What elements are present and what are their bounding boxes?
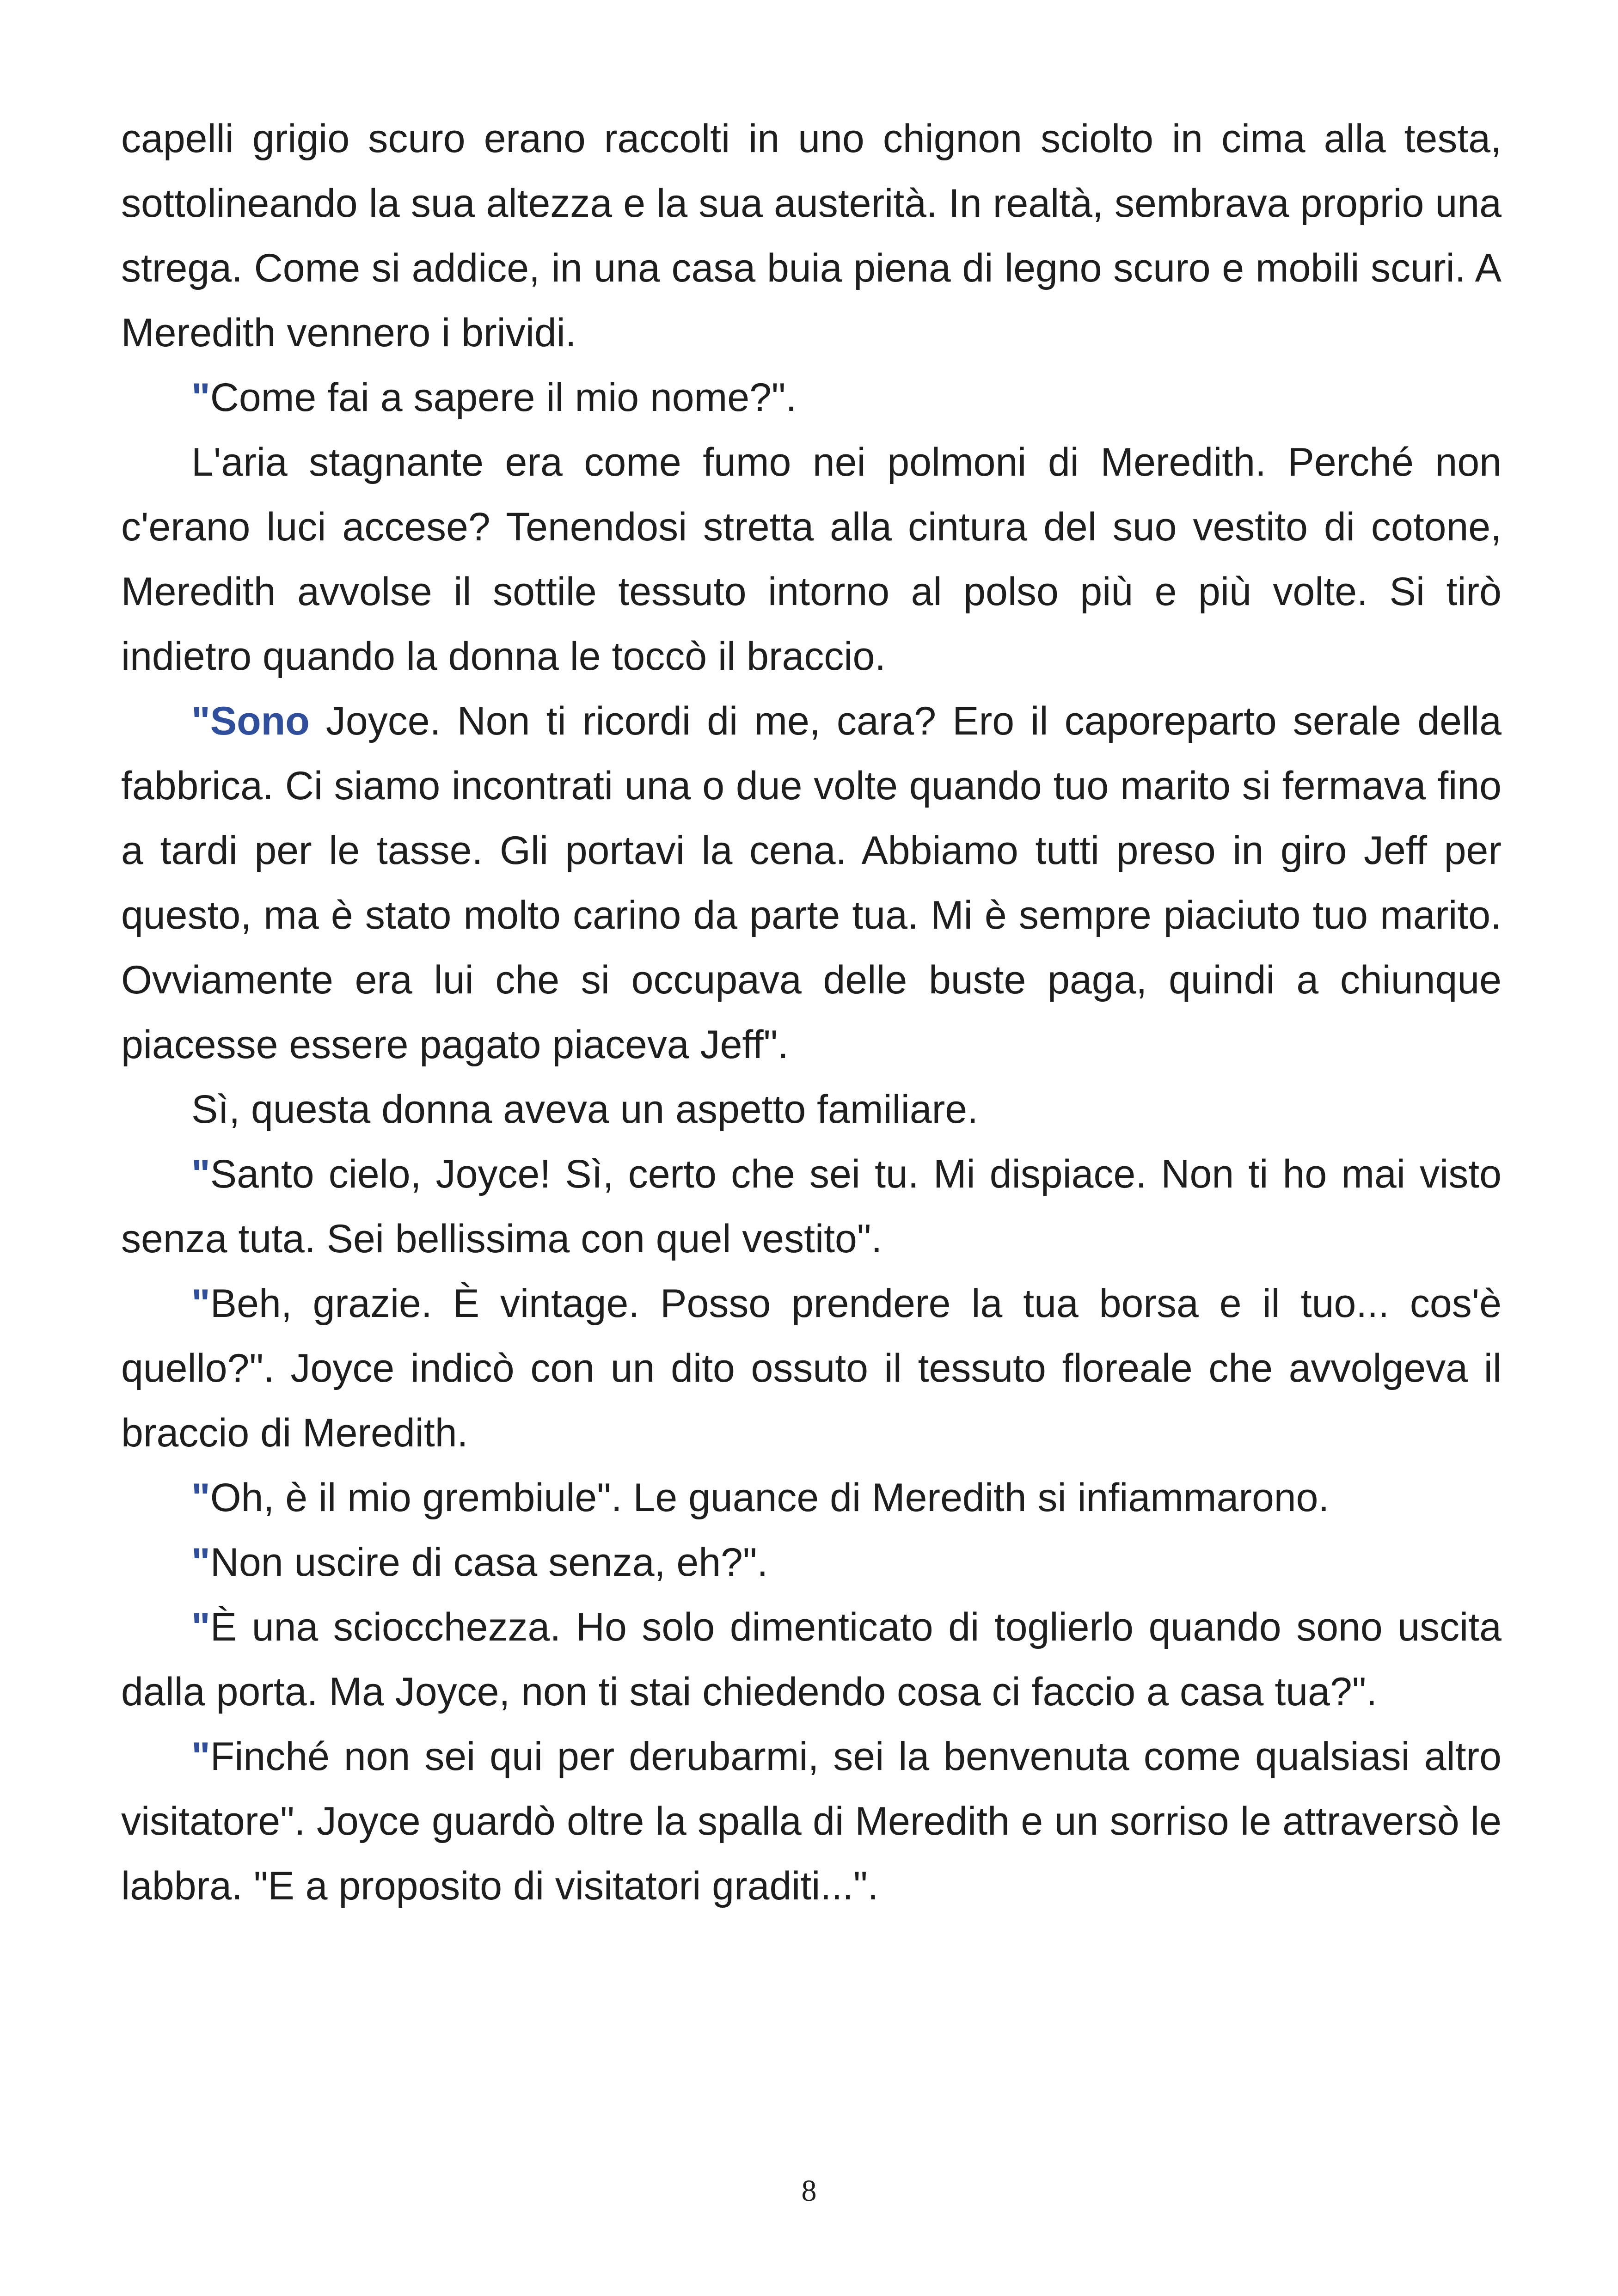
paragraph-3-text: L'aria stagnante era come fumo nei polmoni di Meredith. Perché non c'erano luci accese? Tenendosi stretta alla cintura del suo vestito di cotone, Meredith avvolse il sottile tessuto intorno al polso più e più volte. Si tirò indietro quando la donna le toccò il braccio. — [121, 440, 1502, 679]
body-text — [121, 106, 1502, 1918]
paragraph-11-text: Finché non sei qui per derubarmi, sei la benvenuta come qualsiasi altro visitatore". Joyce guardò oltre la spalla di Meredith e un sorriso le attraversò le labbra. "E a proposito di visitatori graditi...". — [121, 1734, 1502, 1908]
paragraph-2-lead: " — [191, 375, 210, 420]
paragraph-8-lead: " — [191, 1476, 210, 1520]
paragraph-8 — [121, 1465, 1502, 1530]
paragraph-10 — [121, 1595, 1502, 1724]
paragraph-8-text: Oh, è il mio grembiule". Le guance di Meredith si infiammarono. — [210, 1476, 1330, 1520]
paragraph-2 — [121, 365, 1502, 430]
paragraph-9 — [121, 1530, 1502, 1595]
paragraph-6-lead: " — [191, 1152, 210, 1196]
paragraph-7 — [121, 1271, 1502, 1465]
paragraph-4-text: Joyce. Non ti ricordi di me, cara? Ero il caporeparto serale della fabbrica. Ci siamo incontrati una o due volte quando tuo marito si fermava fino a tardi per le tasse. Gli portavi la cena. Abbiamo tutti preso in giro Jeff per questo, ma è stato molto carino da parte tua. Mi è sempre piaciuto tuo marito. Ovviamente era lui che si occupava delle buste paga, quindi a chiunque piacesse essere pagato piaceva Jeff". — [121, 699, 1502, 1067]
paragraph-9-lead: " — [191, 1540, 210, 1585]
paragraph-7-lead: " — [191, 1281, 210, 1326]
paragraph-5-text: Sì, questa donna aveva un aspetto familiare. — [191, 1087, 978, 1132]
paragraph-4 — [121, 689, 1502, 1077]
paragraph-6-text: Santo cielo, Joyce! Sì, certo che sei tu. Mi dispiace. Non ti ho mai visto senza tuta. Sei bellissima con quel vestito". — [121, 1152, 1502, 1261]
paragraph-1-text: capelli grigio scuro erano raccolti in uno chignon sciolto in cima alla testa, sottolineando la sua altezza e la sua austerità. In realtà, sembrava proprio una strega. Come si addice, in una casa buia piena di legno scuro e mobili scuri. A Meredith vennero i brividi. — [121, 116, 1502, 355]
paragraph-7-text: Beh, grazie. È vintage. Posso prendere la tua borsa e il tuo... cos'è quello?". Joyce indicò con un dito ossuto il tessuto floreale che avvolgeva il braccio di Meredith. — [121, 1281, 1502, 1455]
paragraph-4-lead: "Sono — [191, 699, 310, 743]
paragraph-3 — [121, 430, 1502, 689]
paragraph-9-text: Non uscire di casa senza, eh?". — [210, 1540, 768, 1585]
paragraph-10-lead: " — [191, 1605, 210, 1649]
paragraph-11-lead: " — [191, 1734, 210, 1779]
paragraph-10-text: È una sciocchezza. Ho solo dimenticato di toglierlo quando sono uscita dalla porta. Ma Joyce, non ti stai chiedendo cosa ci faccio a casa tua?". — [121, 1605, 1502, 1714]
paragraph-1 — [121, 106, 1502, 365]
page-number: 8 — [801, 2174, 817, 2208]
paragraph-6 — [121, 1142, 1502, 1271]
paragraph-5 — [121, 1077, 1502, 1142]
paragraph-2-text: Come fai a sapere il mio nome?". — [210, 375, 797, 420]
paragraph-11 — [121, 1724, 1502, 1918]
